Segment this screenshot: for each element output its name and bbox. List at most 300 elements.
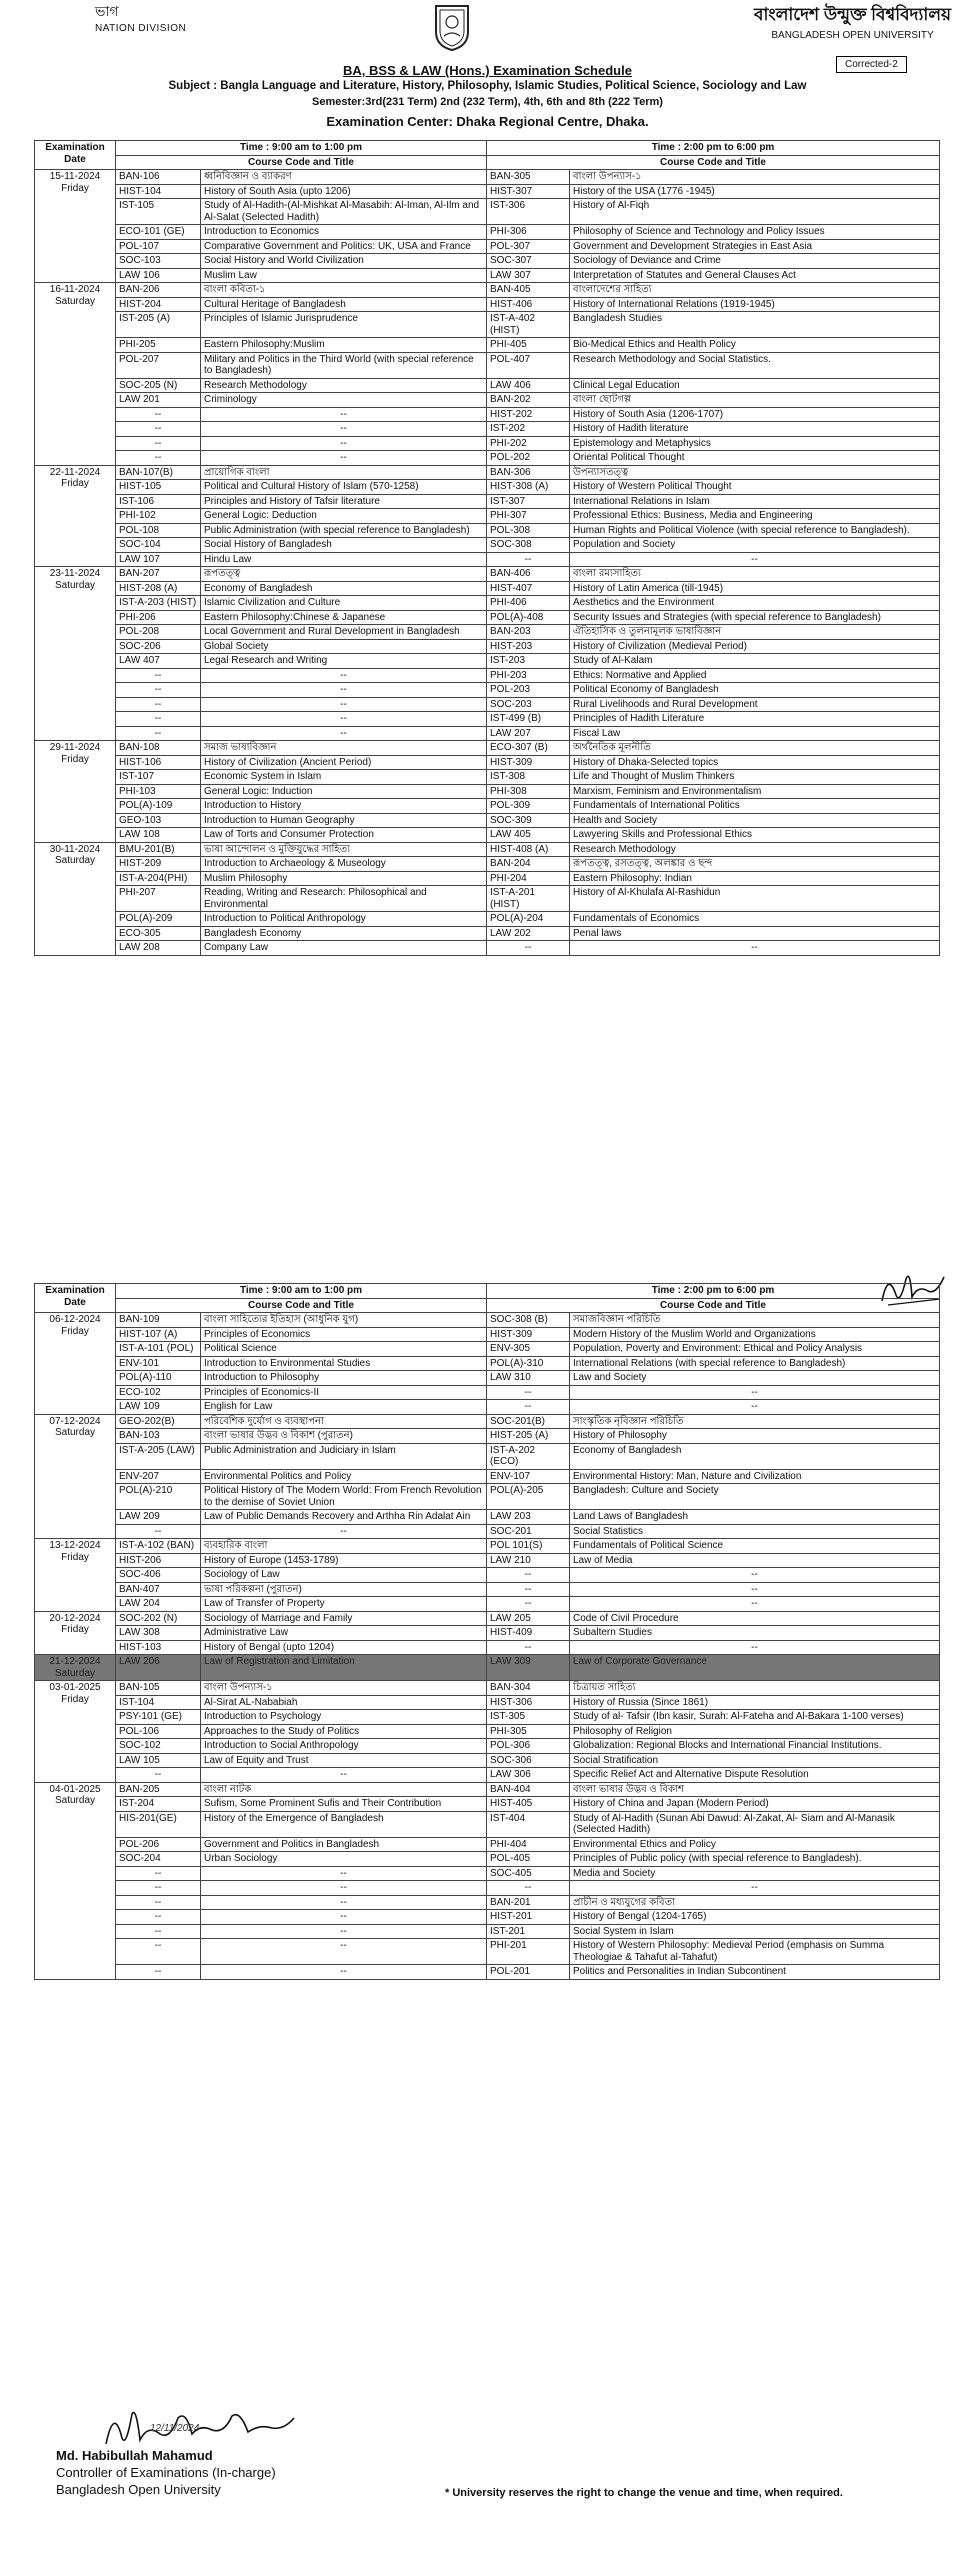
- morning-course-title: --: [201, 1939, 487, 1965]
- morning-course-title: Law of Transfer of Property: [201, 1597, 487, 1612]
- morning-course-title: English for Law: [201, 1400, 487, 1415]
- afternoon-course-code: HIST-307: [487, 184, 570, 199]
- table-row: [35, 1611, 940, 1626]
- date-column-header: Examination Date: [35, 1284, 116, 1313]
- table-row: [35, 755, 940, 770]
- afternoon-course-title: Principles of Hadith Literature: [570, 712, 940, 727]
- afternoon-course-title: Fiscal Law: [570, 726, 940, 741]
- morning-course-title: Introduction to Political Anthropology: [201, 912, 487, 927]
- exam-day: Friday: [61, 1624, 89, 1635]
- exam-day: Saturday: [54, 1667, 96, 1679]
- table-row: [35, 712, 940, 727]
- afternoon-course-title: সাংস্কৃতিক নৃবিজ্ঞান পরিচিতি: [570, 1414, 940, 1429]
- afternoon-course-title: --: [570, 552, 940, 567]
- morning-course-title: Law of Public Demands Recovery and Arthha Rin Adalat Ain: [201, 1510, 487, 1525]
- morning-course-title: --: [201, 683, 487, 698]
- afternoon-course-code: --: [487, 1568, 570, 1583]
- exam-day: Friday: [61, 1551, 89, 1563]
- morning-course-code: BAN-207: [116, 567, 201, 582]
- table-row: [35, 741, 940, 756]
- morning-course-title: History of Europe (1453-1789): [201, 1553, 487, 1568]
- morning-course-code: LAW 208: [116, 941, 201, 956]
- afternoon-course-title: Study of Al-Kalam: [570, 654, 940, 669]
- afternoon-time-header: Time : 2:00 pm to 6:00 pm: [487, 141, 940, 156]
- afternoon-course-code: SOC-306: [487, 1753, 570, 1768]
- afternoon-course-code: IST-307: [487, 494, 570, 509]
- morning-course-code: LAW 407: [116, 654, 201, 669]
- afternoon-course-title: Principles of Public policy (with special reference to Bangladesh).: [570, 1852, 940, 1867]
- afternoon-course-code: HIST-309: [487, 755, 570, 770]
- table-row: [35, 1768, 940, 1783]
- afternoon-course-code: SOC-201: [487, 1524, 570, 1539]
- morning-course-title: রূপতত্ত্ব: [201, 567, 487, 582]
- morning-course-code: PHI-103: [116, 784, 201, 799]
- morning-course-code: LAW 106: [116, 268, 201, 283]
- afternoon-course-title: --: [570, 1881, 940, 1896]
- afternoon-course-code: HIST-405: [487, 1797, 570, 1812]
- morning-course-title: --: [201, 436, 487, 451]
- exam-date: 04-01-2025: [49, 1783, 101, 1795]
- morning-course-code: --: [116, 422, 201, 437]
- morning-course-code: SOC-406: [116, 1568, 201, 1583]
- exam-date: 29-11-2024: [49, 742, 101, 753]
- morning-course-code: HIST-103: [116, 1640, 201, 1655]
- table-row: [35, 465, 940, 480]
- morning-course-code: HIST-208 (A): [116, 581, 201, 596]
- afternoon-course-code: POL-407: [487, 352, 570, 378]
- exam-date: 16-11-2024: [49, 284, 101, 295]
- morning-course-title: --: [201, 1524, 487, 1539]
- morning-time-header: Time : 9:00 am to 1:00 pm: [116, 1284, 487, 1299]
- table-row: [35, 283, 940, 298]
- morning-course-code: --: [116, 436, 201, 451]
- signatory-name: Md. Habibullah Mahamud: [56, 2448, 213, 2463]
- afternoon-course-title: Philosophy of Religion: [570, 1724, 940, 1739]
- table-row: [35, 596, 940, 611]
- morning-course-title: Introduction to Archaeology & Museology: [201, 857, 487, 872]
- morning-course-code: BAN-103: [116, 1429, 201, 1444]
- morning-course-code: --: [116, 1965, 201, 1980]
- table-row: [35, 625, 940, 640]
- morning-course-code: --: [116, 1524, 201, 1539]
- exam-date: 15-11-2024: [49, 171, 101, 182]
- afternoon-course-title: Epistemology and Metaphysics: [570, 436, 940, 451]
- exam-date-cell: [35, 170, 116, 283]
- morning-course-title: Islamic Civilization and Culture: [201, 596, 487, 611]
- morning-course-code: LAW 209: [116, 1510, 201, 1525]
- afternoon-course-title: প্রাচীন ও মধ্যযুগের কবিতা: [570, 1895, 940, 1910]
- afternoon-course-title: Political Economy of Bangladesh: [570, 683, 940, 698]
- date-column-header: Examination Date: [35, 141, 116, 170]
- table-row: [35, 199, 940, 225]
- morning-course-code: HIST-206: [116, 1553, 201, 1568]
- afternoon-course-title: সমাজবিজ্ঞান পরিচিতি: [570, 1313, 940, 1328]
- afternoon-course-code: LAW 405: [487, 828, 570, 843]
- afternoon-course-title: Human Rights and Political Violence (with special reference to Bangladesh).: [570, 523, 940, 538]
- afternoon-course-code: HIST-203: [487, 639, 570, 654]
- afternoon-course-code: HIST-202: [487, 407, 570, 422]
- table-row: [35, 726, 940, 741]
- table-row: [35, 1484, 940, 1510]
- afternoon-course-code: PHI-201: [487, 1939, 570, 1965]
- afternoon-course-title: History of Latin America (till-1945): [570, 581, 940, 596]
- morning-course-title: Political History of The Modern World: From French Revolution to the demise of Soviet Union: [201, 1484, 487, 1510]
- schedule-table-part1: [34, 140, 940, 956]
- morning-course-title: Social History of Bangladesh: [201, 538, 487, 553]
- signatory-designation: Controller of Examinations (In-charge): [56, 2465, 276, 2480]
- afternoon-course-title: Social Stratification: [570, 1753, 940, 1768]
- afternoon-course-code: BAN-406: [487, 567, 570, 582]
- afternoon-course-code: POL 101(S): [487, 1539, 570, 1554]
- afternoon-course-code: POL-202: [487, 451, 570, 466]
- afternoon-course-code: LAW 202: [487, 926, 570, 941]
- afternoon-course-title: Law and Society: [570, 1371, 940, 1386]
- afternoon-course-title: বাংলা ভাষার উদ্ভব ও বিকাশ: [570, 1782, 940, 1797]
- table-row: [35, 926, 940, 941]
- morning-course-title: বাংলা সাহিত্যের ইতিহাস (আধুনিক যুগ): [201, 1313, 487, 1328]
- table-row: [35, 451, 940, 466]
- table-row: [35, 170, 940, 185]
- morning-course-code: --: [116, 1924, 201, 1939]
- afternoon-course-code: BAN-404: [487, 1782, 570, 1797]
- morning-course-title: Economic System in Islam: [201, 770, 487, 785]
- afternoon-course-code: IST-305: [487, 1710, 570, 1725]
- morning-course-title: Principles of Economics-II: [201, 1385, 487, 1400]
- exam-date-cell: [35, 1681, 116, 1783]
- morning-course-title: Introduction to Human Geography: [201, 813, 487, 828]
- afternoon-course-title: Population and Society: [570, 538, 940, 553]
- table-row: [35, 1881, 940, 1896]
- afternoon-course-title: Research Methodology: [570, 842, 940, 857]
- afternoon-course-code: LAW 307: [487, 268, 570, 283]
- morning-course-code: SOC-202 (N): [116, 1611, 201, 1626]
- afternoon-course-code: HIST-309: [487, 1327, 570, 1342]
- afternoon-course-title: Professional Ethics: Business, Media and Engineering: [570, 509, 940, 524]
- afternoon-course-code: IST-201: [487, 1924, 570, 1939]
- morning-course-code: POL(A)-210: [116, 1484, 201, 1510]
- afternoon-course-title: বাংলা ছোটগল্প: [570, 393, 940, 408]
- exam-date-cell: [35, 1655, 116, 1681]
- afternoon-course-title: History of Western Philosophy: Medieval Period (emphasis on Summa Theologiae & Tahafut al-Tahafut): [570, 1939, 940, 1965]
- afternoon-course-title: Law of Media: [570, 1553, 940, 1568]
- morning-course-code: LAW 105: [116, 1753, 201, 1768]
- afternoon-course-code: BAN-202: [487, 393, 570, 408]
- morning-course-code: ENV-101: [116, 1356, 201, 1371]
- morning-course-title: --: [201, 1768, 487, 1783]
- morning-course-title: Economy of Bangladesh: [201, 581, 487, 596]
- morning-course-title: Social History and World Civilization: [201, 254, 487, 269]
- morning-course-title: Principles and History of Tafsir literature: [201, 494, 487, 509]
- afternoon-course-code: PHI-405: [487, 338, 570, 353]
- table-row: [35, 254, 940, 269]
- afternoon-course-code: LAW 310: [487, 1371, 570, 1386]
- afternoon-course-title: Bio-Medical Ethics and Health Policy: [570, 338, 940, 353]
- morning-course-code: IST-A-101 (POL): [116, 1342, 201, 1357]
- afternoon-course-code: BAN-203: [487, 625, 570, 640]
- morning-course-title: --: [201, 726, 487, 741]
- table-row: [35, 1568, 940, 1583]
- table-row: [35, 1753, 940, 1768]
- morning-course-code: PHI-207: [116, 886, 201, 912]
- morning-course-title: --: [201, 407, 487, 422]
- exam-day: Saturday: [54, 1795, 96, 1806]
- table-row: [35, 799, 940, 814]
- morning-course-code: --: [116, 726, 201, 741]
- table-row: [35, 828, 940, 843]
- afternoon-course-code: ECO-307 (B): [487, 741, 570, 756]
- morning-course-code: LAW 206: [116, 1655, 201, 1681]
- afternoon-course-title: International Relations in Islam: [570, 494, 940, 509]
- table-row: [35, 1797, 940, 1812]
- morning-course-title: Cultural Heritage of Bangladesh: [201, 297, 487, 312]
- morning-course-code: IST-104: [116, 1695, 201, 1710]
- afternoon-course-title: Ethics: Normative and Applied: [570, 668, 940, 683]
- morning-course-title: Introduction to Social Anthropology: [201, 1739, 487, 1754]
- afternoon-course-title: Study of al- Tafsir (Ibn kasir, Surah: Al-Fateha and Al-Bakara 1-100 verses): [570, 1710, 940, 1725]
- morning-course-title: Environmental Politics and Policy: [201, 1469, 487, 1484]
- exam-date-cell: [35, 1313, 116, 1415]
- afternoon-course-code: --: [487, 1582, 570, 1597]
- morning-course-code: POL-107: [116, 239, 201, 254]
- morning-course-code: --: [116, 668, 201, 683]
- afternoon-course-title: History of Hadith literature: [570, 422, 940, 437]
- morning-course-code: ECO-305: [116, 926, 201, 941]
- morning-course-title: পরিবেশিক দুর্যোগ ও ব্যবস্থাপনা: [201, 1414, 487, 1429]
- morning-course-title: Muslim Law: [201, 268, 487, 283]
- afternoon-course-title: Health and Society: [570, 813, 940, 828]
- morning-course-code: IST-107: [116, 770, 201, 785]
- table-row: [35, 1695, 940, 1710]
- morning-course-code: SOC-206: [116, 639, 201, 654]
- afternoon-course-code: PHI-308: [487, 784, 570, 799]
- corrected-badge: Corrected-2: [836, 56, 907, 73]
- morning-course-title: History of Bengal (upto 1204): [201, 1640, 487, 1655]
- afternoon-course-code: --: [487, 1400, 570, 1415]
- exam-date: 03-01-2025: [49, 1682, 101, 1693]
- morning-course-title: Public Administration (with special reference to Bangladesh): [201, 523, 487, 538]
- table-row: [35, 813, 940, 828]
- afternoon-course-title: Clinical Legal Education: [570, 378, 940, 393]
- afternoon-course-title: Specific Relief Act and Alternative Dispute Resolution: [570, 1768, 940, 1783]
- table-row: [35, 509, 940, 524]
- morning-course-title: Sociology of Law: [201, 1568, 487, 1583]
- afternoon-course-code: SOC-308: [487, 538, 570, 553]
- exam-date-cell: [35, 283, 116, 466]
- afternoon-course-title: উপন্যাসতত্ত্ব: [570, 465, 940, 480]
- table-row: [35, 683, 940, 698]
- table-row: [35, 268, 940, 283]
- morning-course-title: Local Government and Rural Development in Bangladesh: [201, 625, 487, 640]
- morning-course-code: LAW 204: [116, 1597, 201, 1612]
- afternoon-course-title: --: [570, 1385, 940, 1400]
- signature-date: 12/11/2024: [150, 2423, 200, 2434]
- table-row: [35, 225, 940, 240]
- morning-course-title: Hindu Law: [201, 552, 487, 567]
- table-row: [35, 1539, 940, 1554]
- table-row: [35, 567, 940, 582]
- morning-course-code: --: [116, 1768, 201, 1783]
- morning-course-title: --: [201, 1895, 487, 1910]
- afternoon-course-code: PHI-307: [487, 509, 570, 524]
- morning-course-code: IST-106: [116, 494, 201, 509]
- afternoon-course-title: রূপতত্ত্ব, রসতত্ত্ব, অলঙ্কার ও ছন্দ: [570, 857, 940, 872]
- afternoon-course-code: SOC-307: [487, 254, 570, 269]
- morning-course-title: Government and Politics in Bangladesh: [201, 1837, 487, 1852]
- university-header: [730, 2, 975, 41]
- division-header: [95, 2, 186, 38]
- morning-course-title: Bangladesh Economy: [201, 926, 487, 941]
- afternoon-course-title: চিত্রায়ত সাহিত্য: [570, 1681, 940, 1696]
- morning-course-code: PHI-205: [116, 338, 201, 353]
- afternoon-course-code: SOC-201(B): [487, 1414, 570, 1429]
- morning-course-code: HIST-209: [116, 857, 201, 872]
- afternoon-course-title: Bangladesh: Culture and Society: [570, 1484, 940, 1510]
- morning-course-title: Introduction to Environmental Studies: [201, 1356, 487, 1371]
- semester-line: Semester:3rd(231 Term) 2nd (232 Term), 4th, 6th and 8th (222 Term): [312, 96, 663, 108]
- morning-course-title: History of the Emergence of Bangladesh: [201, 1811, 487, 1837]
- exam-date-cell: [35, 741, 116, 843]
- morning-course-title: বাংলা নাটক: [201, 1782, 487, 1797]
- morning-course-code: HIS-201(GE): [116, 1811, 201, 1837]
- morning-course-code: POL-108: [116, 523, 201, 538]
- morning-course-code: ECO-101 (GE): [116, 225, 201, 240]
- morning-course-title: Introduction to Psychology: [201, 1710, 487, 1725]
- table-row: [35, 1342, 940, 1357]
- morning-course-code: BAN-206: [116, 283, 201, 298]
- table-row: [35, 538, 940, 553]
- afternoon-course-title: Bangladesh Studies: [570, 312, 940, 338]
- morning-course-title: Comparative Government and Politics: UK, USA and France: [201, 239, 487, 254]
- morning-course-title: Introduction to Philosophy: [201, 1371, 487, 1386]
- table-row: [35, 338, 940, 353]
- morning-course-title: ভাষা পরিকল্পনা (পুরাতন): [201, 1582, 487, 1597]
- table-row: [35, 941, 940, 956]
- table-row: [35, 1710, 940, 1725]
- afternoon-course-code: HIST-201: [487, 1910, 570, 1925]
- table-row: [35, 1924, 940, 1939]
- afternoon-course-title: Environmental History: Man, Nature and Civilization: [570, 1469, 940, 1484]
- morning-course-code: IST-A-205 (LAW): [116, 1443, 201, 1469]
- afternoon-course-code: POL-201: [487, 1965, 570, 1980]
- afternoon-course-code: BAN-306: [487, 465, 570, 480]
- afternoon-course-title: --: [570, 1568, 940, 1583]
- exam-date: 06-12-2024: [49, 1314, 101, 1325]
- exam-date: 23-11-2024: [49, 568, 101, 579]
- table-row: [35, 1965, 940, 1980]
- morning-course-title: Introduction to History: [201, 799, 487, 814]
- morning-course-title: Law of Registration and Limitation: [201, 1655, 487, 1681]
- morning-course-title: --: [201, 1881, 487, 1896]
- exam-day: Friday: [61, 1325, 89, 1337]
- table-row: [35, 1640, 940, 1655]
- table-row: [35, 1724, 940, 1739]
- morning-course-code: IST-204: [116, 1797, 201, 1812]
- morning-course-title: Administrative Law: [201, 1626, 487, 1641]
- morning-course-code: GEO-103: [116, 813, 201, 828]
- table-row: [35, 1852, 940, 1867]
- morning-course-code: SOC-102: [116, 1739, 201, 1754]
- table-row: [35, 697, 940, 712]
- afternoon-course-code: SOC-405: [487, 1866, 570, 1881]
- afternoon-course-title: Research Methodology and Social Statistics.: [570, 352, 940, 378]
- afternoon-course-code: LAW 406: [487, 378, 570, 393]
- afternoon-course-title: History of China and Japan (Modern Period): [570, 1797, 940, 1812]
- afternoon-course-title: Lawyering Skills and Professional Ethics: [570, 828, 940, 843]
- afternoon-course-title: History of Western Political Thought: [570, 480, 940, 495]
- table-row: [35, 494, 940, 509]
- exam-date: 22-11-2024: [49, 466, 101, 478]
- table-row: [35, 857, 940, 872]
- exam-date-cell: [35, 1782, 116, 1979]
- footnote: * University reserves the right to change the venue and time, when required.: [445, 2487, 843, 2499]
- morning-course-title: Approaches to the Study of Politics: [201, 1724, 487, 1739]
- afternoon-course-code: PHI-406: [487, 596, 570, 611]
- afternoon-course-title: History of South Asia (1206-1707): [570, 407, 940, 422]
- morning-course-code: POL-206: [116, 1837, 201, 1852]
- morning-course-title: Eastern Philosophy:Muslim: [201, 338, 487, 353]
- morning-course-code: IST-A-203 (HIST): [116, 596, 201, 611]
- morning-course-title: Urban Sociology: [201, 1852, 487, 1867]
- morning-course-code: ENV-207: [116, 1469, 201, 1484]
- morning-course-code: --: [116, 712, 201, 727]
- division-en: NATION DIVISION: [95, 23, 187, 34]
- afternoon-course-title: Economy of Bangladesh: [570, 1443, 940, 1469]
- afternoon-course-code: SOC-203: [487, 697, 570, 712]
- afternoon-course-code: POL-309: [487, 799, 570, 814]
- table-row: [35, 1811, 940, 1837]
- morning-course-title: সমাজ ভাষাবিজ্ঞান: [201, 741, 487, 756]
- afternoon-course-code: POL(A)-204: [487, 912, 570, 927]
- table-row: [35, 1866, 940, 1881]
- exam-day: Saturday: [54, 855, 96, 866]
- afternoon-course-code: POL(A)-408: [487, 610, 570, 625]
- morning-course-code: LAW 109: [116, 1400, 201, 1415]
- morning-course-code: POL(A)-109: [116, 799, 201, 814]
- afternoon-course-title: Population, Poverty and Environment: Ethical and Policy Analysis: [570, 1342, 940, 1357]
- afternoon-course-code: PHI-305: [487, 1724, 570, 1739]
- afternoon-course-title: Social System in Islam: [570, 1924, 940, 1939]
- morning-course-code: IST-A-204(PHI): [116, 871, 201, 886]
- table-row: [35, 1895, 940, 1910]
- afternoon-course-code: SOC-308 (B): [487, 1313, 570, 1328]
- morning-course-title: Criminology: [201, 393, 487, 408]
- afternoon-course-code: IST-308: [487, 770, 570, 785]
- morning-course-title: Global Society: [201, 639, 487, 654]
- morning-course-code: IST-105: [116, 199, 201, 225]
- afternoon-course-title: Code of Civil Procedure: [570, 1611, 940, 1626]
- afternoon-course-title: বাংলা উপন্যাস-১: [570, 170, 940, 185]
- morning-course-code: BAN-109: [116, 1313, 201, 1328]
- morning-course-code: LAW 308: [116, 1626, 201, 1641]
- table-row: [35, 407, 940, 422]
- morning-course-code: HIST-105: [116, 480, 201, 495]
- table-row: [35, 639, 940, 654]
- table-row: [35, 610, 940, 625]
- table-row: [35, 393, 940, 408]
- afternoon-course-title: --: [570, 941, 940, 956]
- afternoon-course-code: HIST-306: [487, 1695, 570, 1710]
- afternoon-course-title: Security Issues and Strategies (with special reference to Bangladesh): [570, 610, 940, 625]
- afternoon-course-code: --: [487, 1597, 570, 1612]
- afternoon-course-code: POL(A)-205: [487, 1484, 570, 1510]
- morning-course-code: SOC-205 (N): [116, 378, 201, 393]
- morning-course-code: LAW 108: [116, 828, 201, 843]
- morning-course-code: PSY-101 (GE): [116, 1710, 201, 1725]
- morning-course-header: Course Code and Title: [116, 155, 487, 170]
- afternoon-course-title: Globalization: Regional Blocks and International Financial Institutions.: [570, 1739, 940, 1754]
- university-name-en: BANGLADESH OPEN UNIVERSITY: [771, 30, 934, 41]
- afternoon-course-title: History of Philosophy: [570, 1429, 940, 1444]
